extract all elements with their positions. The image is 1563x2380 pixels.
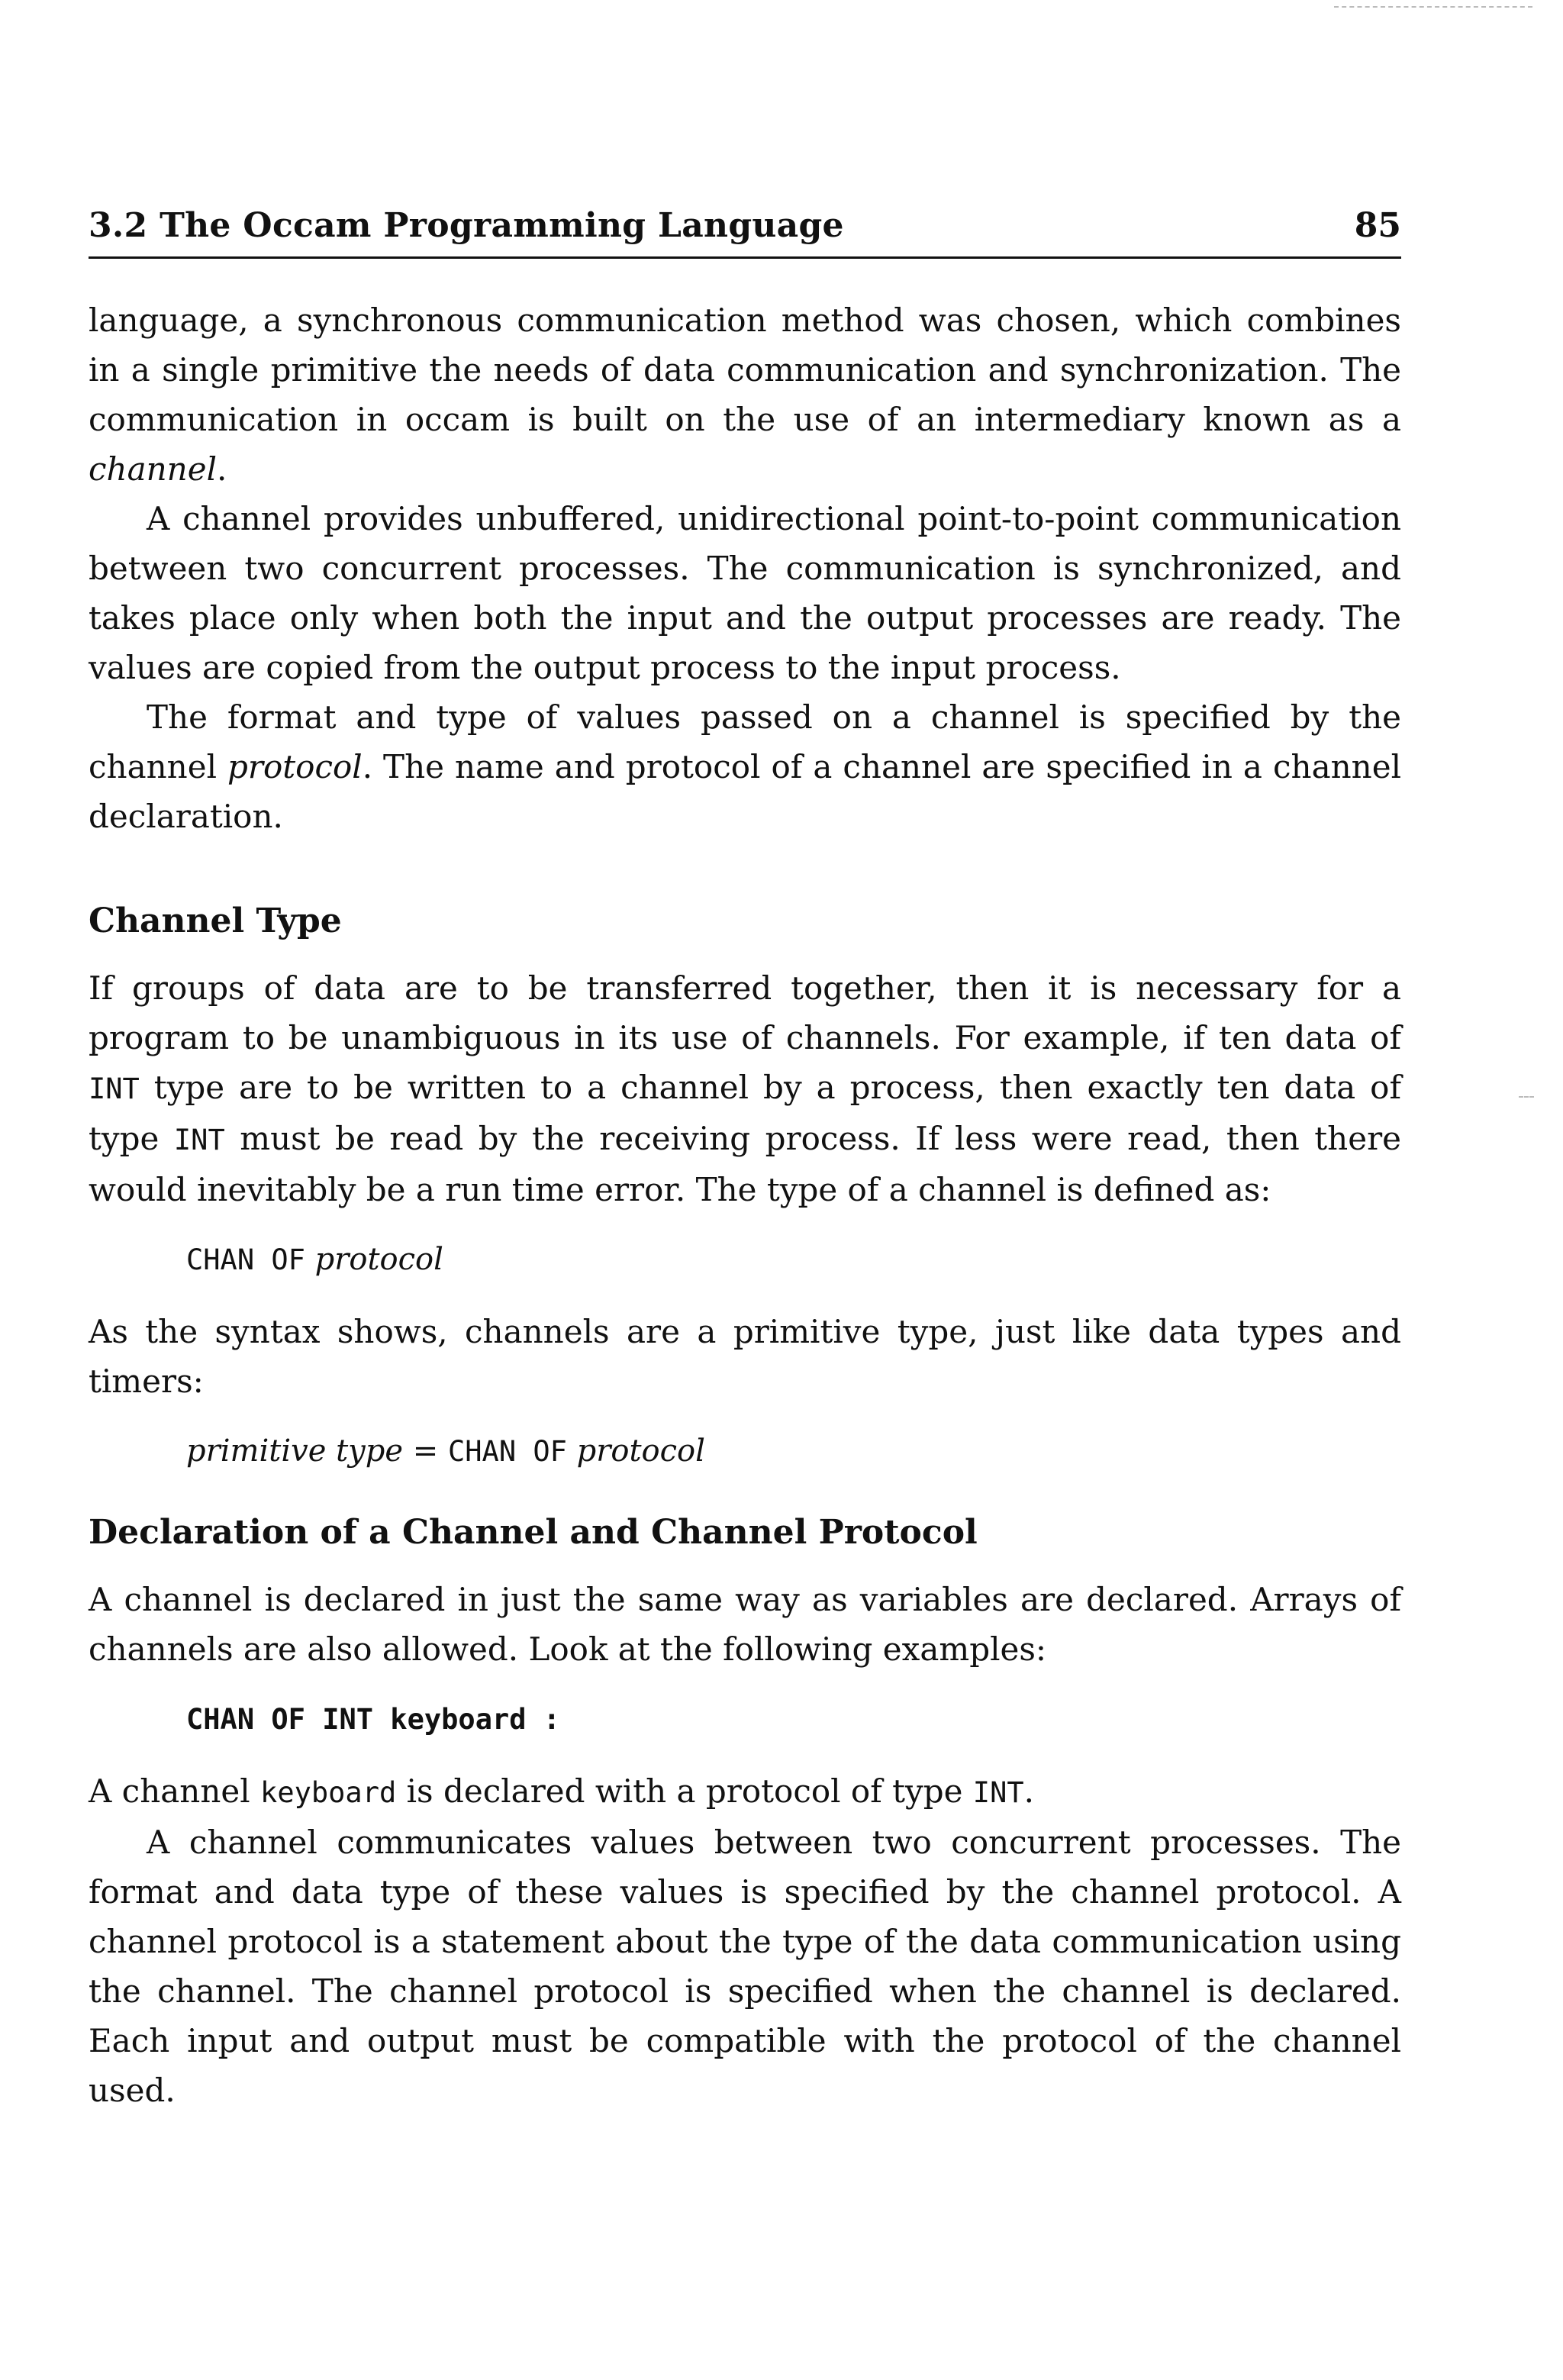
page-body [89, 295, 1401, 2115]
syntax-primitive-type: primitive type [186, 1433, 404, 1469]
paragraph-declaration-3: A channel communicates values between two concurrent processes. The format and data type of these values is specified by the channel protocol. A channel protocol is a statement about the type of the data communication using the channel. The channel protocol is specified when the channel is declared. Each input and output must be compatible with the protocol of the channel used. [89, 1824, 1401, 2109]
syntax-display-primitive-type [186, 1427, 1401, 1475]
paragraph-intro-2: A channel provides unbuffered, unidirectional point-to-point communication between two concurrent processes. The communication is synchronized, and takes place only when both the input and the output processes are ready. The values are copied from the output process to the input process. [89, 500, 1401, 686]
code-chan-of-int-keyboard: CHAN OF INT keyboard : [186, 1703, 561, 1736]
running-header [89, 206, 1401, 259]
paragraph-channel-type-2: As the syntax shows, channels are a primitive type, just like data types and timers: [89, 1313, 1401, 1400]
paragraph-intro-1: language, a synchronous communication method was chosen, which combines in a single primitive the needs of data communication and synchronization. The communication in occam is built on the use of an intermediary known as a channel. [89, 302, 1401, 488]
term-protocol: protocol [227, 748, 363, 785]
paragraph-intro-3: The format and type of values passed on a channel is specified by the channel protocol. The name and protocol of a channel are specified in a channel declaration. [89, 698, 1401, 835]
code-example-keyboard [186, 1695, 1401, 1743]
running-title: 3.2 The Occam Programming Language [89, 206, 844, 245]
paragraph-channel-type-1: If groups of data are to be transferred together, then it is necessary for a program to be unambiguous in its use of channels. For example, if ten data of INT type are to be written to a channel by a process, then exactly ten data of type INT must be read by the receiving process. If less were read, then there would inevitably be a run time error. The type of a channel is defined as: [89, 969, 1401, 1208]
syntax-protocol: protocol [576, 1433, 705, 1469]
section-heading-declaration: Declaration of a Channel and Channel Protocol [89, 1513, 978, 1552]
page-number: 85 [1354, 206, 1401, 245]
scan-edge-mark [1334, 6, 1532, 8]
code-int: INT [89, 1072, 140, 1105]
code-chan-of: CHAN OF [186, 1243, 305, 1276]
syntax-display-chan-of [186, 1236, 1401, 1284]
syntax-equals: = [412, 1433, 439, 1469]
code-chan-of: CHAN OF [448, 1435, 567, 1468]
paragraph-declaration-1: A channel is declared in just the same way as variables are declared. Arrays of channels are also allowed. Look at the following examples: [89, 1581, 1401, 1668]
code-keyboard: keyboard [260, 1776, 397, 1809]
syntax-protocol: protocol [314, 1242, 443, 1277]
book-page [89, 206, 1401, 2115]
paragraph-declaration-2: A channel keyboard is declared with a protocol of type INT. [89, 1772, 1034, 1810]
scan-side-mark [1519, 1096, 1534, 1098]
term-channel: channel [89, 450, 217, 488]
section-heading-channel-type: Channel Type [89, 901, 342, 940]
code-int: INT [173, 1124, 225, 1156]
code-int: INT [972, 1776, 1024, 1809]
